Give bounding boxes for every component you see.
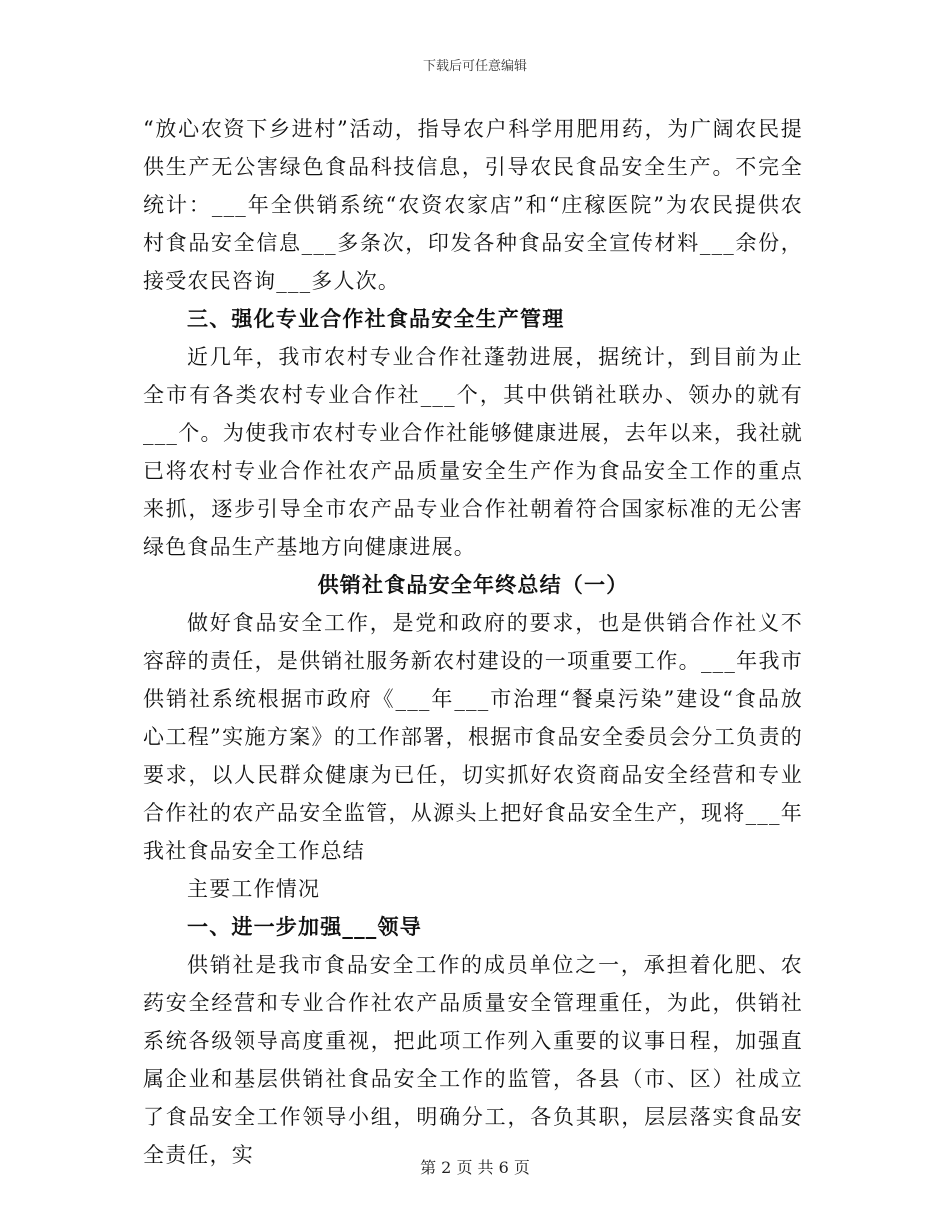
section-heading-3: 三、强化专业合作社食品安全生产管理 <box>187 306 565 331</box>
paragraph-leadership: 供销社是我市食品安全工作的成员单位之一，承担着化肥、农药安全经营和专业合作社农产品质量安全管理重任，为此，供销社系统各级领导高度重视，把此项工作列入重要的议事日程，加强直属企业和基层供销社食品安全工作的监管，各县（市、区）社成立了食品安全工作领导小组，明确分工，各负其职，层层落实食品安全责任，实 <box>143 953 803 1167</box>
section-heading-1: 一、进一步加强___领导 <box>187 914 422 939</box>
subheading-main-work: 主要工作情况 <box>187 877 321 901</box>
paragraph-continuation: “放心农资下乡进村”活动，指导农户科学用肥用药，为广阔农民提供生产无公害绿色食品科技信息，引导农民食品安全生产。不完全统计：___年全供销系统“农资农家店”和“庄稼医院”为农民提供农村食品安全信息___多条次，印发各种食品安全宣传材料___余份，接受农民咨询___多人次。 <box>143 117 803 293</box>
page-number: 第 2 页 共 6 页 <box>420 1158 530 1177</box>
paragraph-cooperatives: 近几年，我市农村专业合作社蓬勃进展，据统计，到目前为止全市有各类农村专业合作社___个，其中供销社联办、领办的就有___个。为使我市农村专业合作社能够健康进展，去年以来，我社就已将农村专业合作社农产品质量安全生产作为食品安全工作的重点来抓，逐步引导全市农产品专业合作社朝着符合国家标准的无公害绿色食品生产基地方向健康进展。 <box>143 345 803 559</box>
document-title: 供销社食品安全年终总结（一） <box>317 572 629 597</box>
paragraph-intro: 做好食品安全工作，是党和政府的要求，也是供销合作社义不容辞的责任，是供销社服务新农村建设的一项重要工作。___年我市供销社系统根据市政府《___年___市治理“餐桌污染”建设“食品放心工程”实施方案》的工作部署，根据市食品安全委员会分工负责的要求，以人民群众健康为已任，切实抓好农资商品安全经营和专业合作社的农产品安全监管，从源头上把好食品安全生产，现将___年我社食品安全工作总结 <box>143 611 803 863</box>
document-body <box>143 110 803 1174</box>
header-note: 下载后可任意编辑 <box>422 59 527 74</box>
